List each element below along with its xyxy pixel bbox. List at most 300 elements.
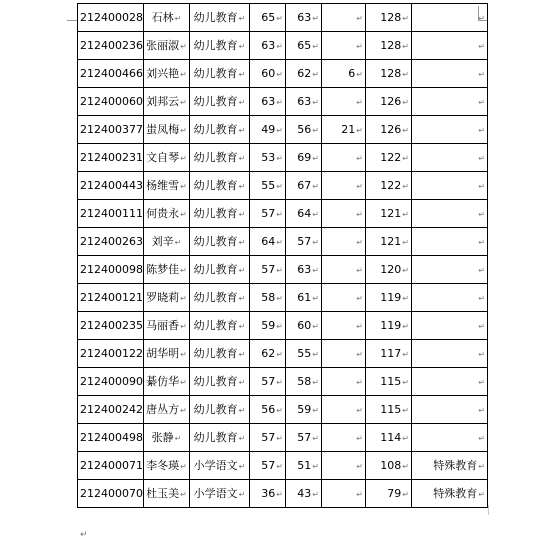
cell-end-mark: ↵ (356, 265, 363, 275)
score1-cell[interactable] (250, 284, 286, 312)
id-text: 212400498 (80, 431, 143, 444)
cell-end-mark: ↵ (276, 349, 283, 359)
score2-text: 63 (297, 94, 312, 108)
cell-end-mark: ↵ (276, 237, 283, 247)
total-cell[interactable] (366, 172, 412, 200)
score1-text: 58 (261, 290, 276, 304)
cell-end-mark: ↵ (238, 349, 246, 359)
table-row (78, 368, 488, 396)
id-cell[interactable] (78, 480, 144, 508)
bonus-cell[interactable] (322, 256, 366, 284)
cell-end-mark: ↵ (238, 265, 246, 275)
cell-end-mark: ↵ (276, 489, 283, 499)
subject-cell[interactable] (190, 32, 250, 60)
cell-end-mark: ↵ (478, 153, 485, 163)
score2-text: 65 (297, 38, 312, 52)
subject-cell[interactable] (190, 144, 250, 172)
score2-text: 69 (297, 150, 312, 164)
score2-text: 62 (297, 66, 312, 80)
bonus-cell[interactable] (322, 396, 366, 424)
name-cell[interactable] (144, 60, 190, 88)
cell-end-mark: ↵ (180, 209, 187, 219)
cell-end-mark: ↵ (478, 265, 485, 275)
name-text: 文自琴 (146, 150, 180, 164)
score1-text: 63 (261, 94, 276, 108)
cell-end-mark: ↵ (238, 293, 246, 303)
name-cell[interactable] (144, 312, 190, 340)
name-cell[interactable] (144, 256, 190, 284)
bonus-cell[interactable] (322, 368, 366, 396)
subject-cell[interactable] (190, 424, 250, 452)
cell-end-mark: ↵ (402, 209, 409, 219)
subject-text: 幼儿教育 (193, 430, 238, 444)
total-cell[interactable] (366, 228, 412, 256)
subject-cell[interactable] (190, 228, 250, 256)
subject-cell[interactable] (190, 4, 250, 32)
subject-cell[interactable] (190, 256, 250, 284)
cell-end-mark: ↵ (180, 69, 187, 79)
cell-end-mark: ↵ (238, 41, 246, 51)
name-text: 刘邦云 (146, 94, 180, 108)
note-cell[interactable] (412, 144, 488, 172)
cell-end-mark: ↵ (402, 293, 409, 303)
score2-text: 51 (297, 458, 312, 472)
name-text: 胡华明 (146, 346, 180, 360)
cell-end-mark: ↵ (238, 97, 246, 107)
score1-text: 57 (261, 206, 276, 220)
score2-cell[interactable] (286, 88, 322, 116)
score1-cell[interactable] (250, 116, 286, 144)
note-cell[interactable] (412, 480, 488, 508)
name-cell[interactable] (144, 452, 190, 480)
total-text: 128 (380, 10, 402, 24)
score2-cell[interactable] (286, 60, 322, 88)
subject-cell[interactable] (190, 88, 250, 116)
table-row (78, 312, 488, 340)
score1-text: 57 (261, 458, 276, 472)
subject-cell[interactable] (190, 396, 250, 424)
name-text: 陈梦佳 (146, 262, 180, 276)
cell-end-mark: ↵ (180, 97, 187, 107)
id-cell[interactable] (78, 60, 144, 88)
id-cell[interactable] (78, 284, 144, 312)
cell-end-mark: ↵ (180, 461, 187, 471)
bonus-text: 21 (341, 122, 356, 136)
score1-cell[interactable] (250, 452, 286, 480)
total-cell[interactable] (366, 396, 412, 424)
bonus-cell[interactable] (322, 172, 366, 200)
note-cell[interactable] (412, 452, 488, 480)
name-text: 张丽淑 (146, 38, 180, 52)
subject-text: 幼儿教育 (193, 402, 238, 416)
score2-cell[interactable] (286, 424, 322, 452)
bonus-text: 6 (348, 66, 356, 80)
cell-end-mark: ↵ (276, 321, 283, 331)
total-text: 79 (387, 486, 402, 500)
name-text: 罗晓莉 (146, 290, 180, 304)
table-row (78, 396, 488, 424)
cell-end-mark: ↵ (356, 13, 363, 23)
cell-end-mark: ↵ (478, 237, 485, 247)
id-text: 212400090 (80, 375, 143, 388)
cell-end-mark: ↵ (312, 13, 319, 23)
bonus-cell[interactable] (322, 480, 366, 508)
cell-end-mark: ↵ (402, 377, 409, 387)
total-cell[interactable] (366, 88, 412, 116)
name-text: 刘辛 (151, 234, 174, 248)
score2-cell[interactable] (286, 340, 322, 368)
cell-end-mark: ↵ (312, 489, 319, 499)
name-text: 张静 (151, 430, 174, 444)
score2-cell[interactable] (286, 480, 322, 508)
cell-end-mark: ↵ (478, 377, 485, 387)
total-cell[interactable] (366, 368, 412, 396)
total-text: 128 (380, 66, 402, 80)
id-text: 212400070 (80, 487, 143, 500)
cell-end-mark: ↵ (478, 489, 485, 499)
subject-text: 幼儿教育 (193, 178, 238, 192)
bonus-cell[interactable] (322, 116, 366, 144)
table-row (78, 200, 488, 228)
total-cell[interactable] (366, 144, 412, 172)
note-cell[interactable] (412, 228, 488, 256)
cell-end-mark: ↵ (276, 181, 283, 191)
cell-end-mark: ↵ (180, 377, 187, 387)
subject-cell[interactable] (190, 312, 250, 340)
score1-cell[interactable] (250, 480, 286, 508)
cell-end-mark: ↵ (356, 237, 363, 247)
total-cell[interactable] (366, 312, 412, 340)
score2-cell[interactable] (286, 256, 322, 284)
id-cell[interactable] (78, 256, 144, 284)
name-cell[interactable] (144, 396, 190, 424)
cell-end-mark: ↵ (180, 153, 187, 163)
cell-end-mark: ↵ (356, 41, 363, 51)
score2-cell[interactable] (286, 396, 322, 424)
cell-end-mark: ↵ (402, 433, 409, 443)
id-cell[interactable] (78, 200, 144, 228)
score1-cell[interactable] (250, 60, 286, 88)
cell-end-mark: ↵ (238, 153, 246, 163)
name-cell[interactable] (144, 32, 190, 60)
cell-end-mark: ↵ (402, 461, 409, 471)
note-cell[interactable] (412, 172, 488, 200)
name-cell[interactable] (144, 172, 190, 200)
cell-end-mark: ↵ (312, 265, 319, 275)
bonus-cell[interactable] (322, 4, 366, 32)
cell-end-mark: ↵ (312, 237, 319, 247)
bonus-cell[interactable] (322, 200, 366, 228)
id-cell[interactable] (78, 228, 144, 256)
name-text: 石林 (151, 10, 174, 24)
table-row (78, 116, 488, 144)
cell-end-mark: ↵ (478, 97, 485, 107)
total-cell[interactable] (366, 60, 412, 88)
total-text: 114 (380, 430, 402, 444)
note-cell[interactable] (412, 312, 488, 340)
cell-end-mark: ↵ (276, 293, 283, 303)
cell-end-mark: ↵ (276, 69, 283, 79)
table-row (78, 424, 488, 452)
subject-text: 幼儿教育 (193, 318, 238, 332)
cell-end-mark: ↵ (402, 153, 409, 163)
subject-text: 幼儿教育 (193, 346, 238, 360)
score2-cell[interactable] (286, 200, 322, 228)
score1-cell[interactable] (250, 340, 286, 368)
cell-end-mark: ↵ (478, 405, 485, 415)
score1-cell[interactable] (250, 424, 286, 452)
total-text: 117 (380, 346, 402, 360)
bonus-cell[interactable] (322, 424, 366, 452)
cell-end-mark: ↵ (402, 405, 409, 415)
score1-cell[interactable] (250, 200, 286, 228)
table-body (78, 4, 488, 508)
cell-end-mark: ↵ (312, 377, 319, 387)
cell-end-mark: ↵ (402, 13, 409, 23)
total-cell[interactable] (366, 200, 412, 228)
subject-cell[interactable] (190, 116, 250, 144)
table-row (78, 284, 488, 312)
name-cell[interactable] (144, 4, 190, 32)
subject-cell[interactable] (190, 340, 250, 368)
note-cell[interactable] (412, 116, 488, 144)
id-cell[interactable] (78, 368, 144, 396)
note-cell[interactable] (412, 88, 488, 116)
score2-text: 56 (297, 122, 312, 136)
total-cell[interactable] (366, 340, 412, 368)
score2-cell[interactable] (286, 312, 322, 340)
name-cell[interactable] (144, 340, 190, 368)
name-cell[interactable] (144, 200, 190, 228)
score1-cell[interactable] (250, 144, 286, 172)
id-cell[interactable] (78, 116, 144, 144)
total-text: 115 (380, 402, 402, 416)
table-row (78, 60, 488, 88)
id-cell[interactable] (78, 396, 144, 424)
cell-end-mark: ↵ (356, 125, 363, 135)
cell-end-mark: ↵ (238, 209, 246, 219)
cell-end-mark: ↵ (356, 489, 363, 499)
subject-text: 幼儿教育 (193, 150, 238, 164)
cell-end-mark: ↵ (356, 153, 363, 163)
bonus-cell[interactable] (322, 228, 366, 256)
total-cell[interactable] (366, 32, 412, 60)
id-cell[interactable] (78, 340, 144, 368)
cell-end-mark: ↵ (238, 181, 246, 191)
total-cell[interactable] (366, 424, 412, 452)
score2-cell[interactable] (286, 32, 322, 60)
subject-text: 幼儿教育 (193, 374, 238, 388)
score2-text: 67 (297, 178, 312, 192)
cell-end-mark: ↵ (276, 125, 283, 135)
cell-end-mark: ↵ (478, 433, 485, 443)
name-text: 刘兴艳 (146, 66, 180, 80)
score1-cell[interactable] (250, 32, 286, 60)
bonus-cell[interactable] (322, 340, 366, 368)
note-cell[interactable] (412, 256, 488, 284)
score1-cell[interactable] (250, 256, 286, 284)
score2-cell[interactable] (286, 284, 322, 312)
cell-end-mark: ↵ (238, 405, 246, 415)
bonus-cell[interactable] (322, 144, 366, 172)
cell-end-mark: ↵ (238, 125, 246, 135)
cell-end-mark: ↵ (312, 321, 319, 331)
cell-end-mark: ↵ (402, 125, 409, 135)
score2-text: 57 (297, 234, 312, 248)
bonus-cell[interactable] (322, 312, 366, 340)
score1-cell[interactable] (250, 396, 286, 424)
cell-end-mark: ↵ (174, 433, 182, 443)
cell-end-mark: ↵ (180, 125, 187, 135)
name-cell[interactable] (144, 368, 190, 396)
note-cell[interactable] (412, 340, 488, 368)
score1-cell[interactable] (250, 4, 286, 32)
name-text: 李冬瑛 (146, 458, 180, 472)
score2-cell[interactable] (286, 172, 322, 200)
bonus-cell[interactable] (322, 88, 366, 116)
cell-end-mark: ↵ (276, 265, 283, 275)
note-cell[interactable] (412, 4, 488, 32)
name-cell[interactable] (144, 228, 190, 256)
name-cell[interactable] (144, 144, 190, 172)
name-text: 杜玉美 (146, 486, 180, 500)
cell-end-mark: ↵ (180, 41, 187, 51)
id-cell[interactable] (78, 452, 144, 480)
note-cell[interactable] (412, 60, 488, 88)
score1-cell[interactable] (250, 312, 286, 340)
score2-cell[interactable] (286, 228, 322, 256)
total-text: 122 (380, 178, 402, 192)
score1-cell[interactable] (250, 172, 286, 200)
total-cell[interactable] (366, 284, 412, 312)
table-row (78, 144, 488, 172)
name-cell[interactable] (144, 88, 190, 116)
bonus-cell[interactable] (322, 60, 366, 88)
total-cell[interactable] (366, 452, 412, 480)
score2-cell[interactable] (286, 368, 322, 396)
id-cell[interactable] (78, 144, 144, 172)
cell-end-mark: ↵ (356, 293, 363, 303)
total-text: 128 (380, 38, 402, 52)
cell-end-mark: ↵ (238, 69, 246, 79)
subject-text: 幼儿教育 (193, 66, 238, 80)
score1-cell[interactable] (250, 88, 286, 116)
cell-end-mark: ↵ (356, 209, 363, 219)
score2-cell[interactable] (286, 144, 322, 172)
name-cell[interactable] (144, 284, 190, 312)
name-cell[interactable] (144, 480, 190, 508)
cell-end-mark: ↵ (276, 377, 283, 387)
name-cell[interactable] (144, 116, 190, 144)
table-row (78, 32, 488, 60)
id-cell[interactable] (78, 172, 144, 200)
bonus-cell[interactable] (322, 284, 366, 312)
note-cell[interactable] (412, 396, 488, 424)
cell-end-mark: ↵ (312, 153, 319, 163)
cell-end-mark: ↵ (312, 181, 319, 191)
cell-end-mark: ↵ (312, 69, 319, 79)
bonus-cell[interactable] (322, 32, 366, 60)
score2-cell[interactable] (286, 452, 322, 480)
bonus-cell[interactable] (322, 452, 366, 480)
cell-end-mark: ↵ (276, 461, 283, 471)
cell-end-mark: ↵ (312, 209, 319, 219)
score1-text: 60 (261, 66, 276, 80)
cell-end-mark: ↵ (356, 181, 363, 191)
total-cell[interactable] (366, 480, 412, 508)
id-text: 212400443 (80, 179, 143, 192)
score2-text: 43 (297, 486, 312, 500)
subject-cell[interactable] (190, 60, 250, 88)
cell-end-mark: ↵ (312, 461, 319, 471)
cell-end-mark: ↵ (238, 433, 246, 443)
id-text: 212400098 (80, 263, 143, 276)
subject-cell[interactable] (190, 368, 250, 396)
cell-end-mark: ↵ (402, 181, 409, 191)
id-cell[interactable] (78, 424, 144, 452)
id-text: 212400242 (80, 403, 143, 416)
subject-text: 幼儿教育 (193, 234, 238, 248)
cell-end-mark: ↵ (238, 461, 246, 471)
cell-end-mark: ↵ (276, 209, 283, 219)
name-text: 杨维雪 (146, 178, 180, 192)
cell-end-mark: ↵ (238, 13, 246, 23)
note-cell[interactable] (412, 284, 488, 312)
subject-cell[interactable] (190, 480, 250, 508)
cell-end-mark: ↵ (312, 405, 319, 415)
subject-text: 幼儿教育 (193, 290, 238, 304)
subject-cell[interactable] (190, 200, 250, 228)
score1-cell[interactable] (250, 228, 286, 256)
score2-cell[interactable] (286, 4, 322, 32)
id-cell[interactable] (78, 4, 144, 32)
id-text: 212400060 (80, 95, 143, 108)
id-cell[interactable] (78, 312, 144, 340)
note-cell[interactable] (412, 424, 488, 452)
note-cell[interactable] (412, 368, 488, 396)
id-text: 212400236 (80, 39, 143, 52)
subject-cell[interactable] (190, 284, 250, 312)
note-text: 特殊教育 (433, 458, 478, 472)
note-text: 特殊教育 (433, 486, 478, 500)
total-cell[interactable] (366, 256, 412, 284)
score1-text: 56 (261, 402, 276, 416)
cell-end-mark: ↵ (276, 13, 283, 23)
score2-cell[interactable] (286, 116, 322, 144)
subject-cell[interactable] (190, 452, 250, 480)
score1-text: 36 (261, 486, 276, 500)
id-cell[interactable] (78, 32, 144, 60)
table-row (78, 340, 488, 368)
subject-text: 幼儿教育 (193, 10, 238, 24)
total-cell[interactable] (366, 4, 412, 32)
score1-text: 65 (261, 10, 276, 24)
id-cell[interactable] (78, 88, 144, 116)
id-text: 212400122 (80, 347, 143, 360)
note-cell[interactable] (412, 32, 488, 60)
score1-text: 53 (261, 150, 276, 164)
name-cell[interactable] (144, 424, 190, 452)
note-cell[interactable] (412, 200, 488, 228)
total-cell[interactable] (366, 116, 412, 144)
subject-cell[interactable] (190, 172, 250, 200)
score2-text: 63 (297, 10, 312, 24)
id-text: 212400466 (80, 67, 143, 80)
cell-end-mark: ↵ (356, 97, 363, 107)
score1-text: 63 (261, 38, 276, 52)
score1-cell[interactable] (250, 368, 286, 396)
score2-text: 60 (297, 318, 312, 332)
